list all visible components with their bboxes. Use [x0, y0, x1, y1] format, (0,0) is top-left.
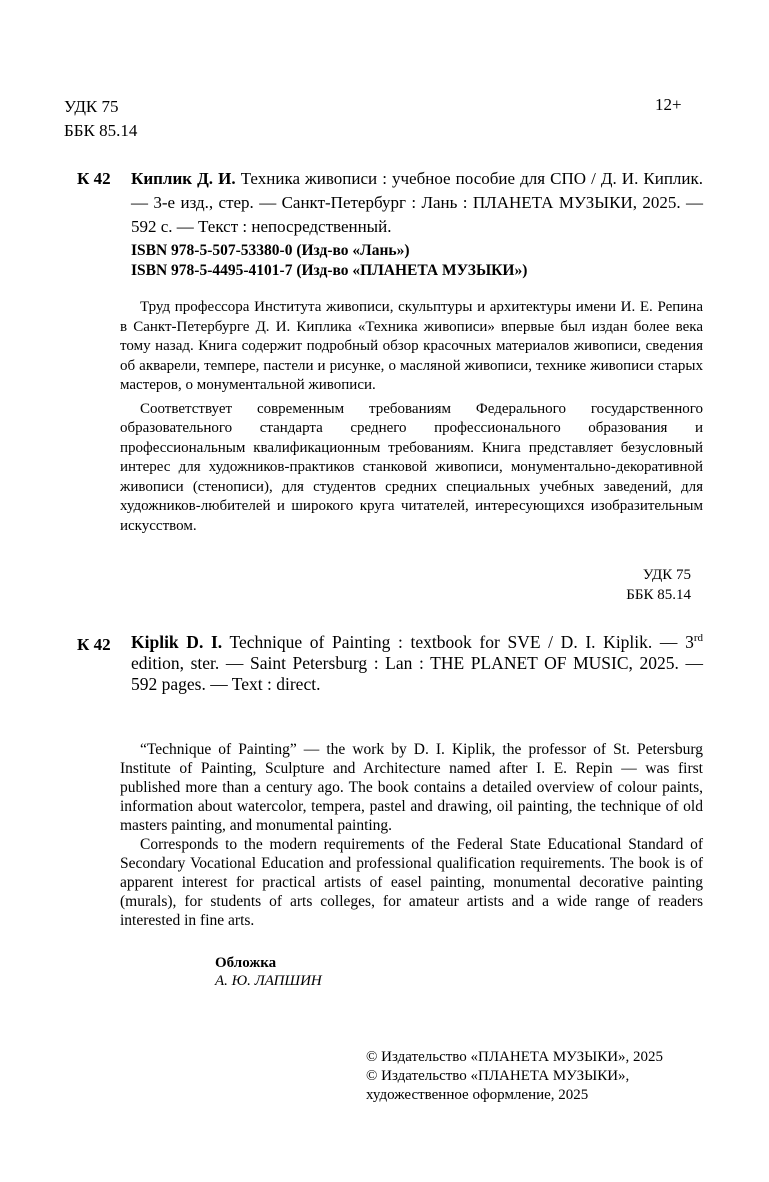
ru-abstract-paragraph-1: Труд профессора Института живописи, скульптуры и архитектуры имени И. Е. Репина в Санкт-Петербурге Д. И. Киплика «Техника живописи» впервые был издан более века тому назад. Книга содержит подробный обзор красочных материалов живописи, сведения об акварели, темпере, пастели и рисунке, о масляной живописи, технике живописи старых мастеров, о монументальной живописи. — [120, 299, 703, 393]
copyright-line-3: художественное оформление, 2025 — [366, 1087, 589, 1103]
en-entry-code: К 42 — [77, 635, 111, 654]
cover-label: Обложка — [215, 955, 277, 971]
udk-bbk-header — [64, 95, 137, 143]
isbn-lan: ISBN 978-5-507-53380-0 (Изд-во «Лань») — [131, 242, 410, 259]
udk-code: УДК 75 — [64, 97, 119, 116]
right-bbk-code: ББК 85.14 — [626, 587, 691, 603]
en-abstract-paragraph-1: “Technique of Painting” — the work by D. I. Kiplik, the professor of St. Petersburg Institute of Painting, Sculpture and Architecture named after I. E. Repin — was first published more than a century ago. The book contains a detailed overview of colour paints, information about watercolor, tempera, pastel and drawing, oil painting, the technique of old masters painting, and monumental painting. — [120, 741, 703, 834]
ru-abstract — [120, 298, 703, 536]
ru-entry-code: К 42 — [77, 169, 111, 188]
isbn-block — [131, 241, 527, 281]
ru-abstract-paragraph-2: Соответствует современным требованиям Федерального государственного образовательного стандарта среднего профессионального образования и профессиональным квалификационным требованиям. Книга представляет безусловный интерес для художников-практиков станковой живописи, монументально-декоративной живописи (стенописи), для студентов средних специальных учебных заведений, для художников-любителей и широкого круга читателей, интересующихся изобразительным искусством. — [120, 400, 703, 534]
en-entry-author: Kiplik D. I. — [131, 632, 223, 652]
ru-entry-text: Техника живописи : учебное пособие для СПО / Д. И. Киплик. — 3-е изд., стер. — Санкт-Петербург : Лань : ПЛАНЕТА МУЗЫКИ, 2025. — 592 с. — Текст : непосредственный. — [131, 169, 704, 236]
bbk-code: ББК 85.14 — [64, 121, 138, 140]
cover-artist: А. Ю. ЛАПШИН — [215, 973, 322, 989]
ru-bibliographic-entry — [131, 167, 703, 239]
copyright-line-2: © Издательство «ПЛАНЕТА МУЗЫКИ», — [366, 1068, 630, 1084]
isbn-planeta: ISBN 978-5-4495-4101-7 (Изд-во «ПЛАНЕТА МУЗЫКИ») — [131, 262, 528, 279]
ru-entry-author: Киплик Д. И. — [131, 169, 236, 188]
right-udk-code: УДК 75 — [642, 567, 691, 583]
en-abstract-paragraph-2: Corresponds to the modern requirements of the Federal State Educational Standard of Secondary Vocational Education and professional qualification requirements. The book is of apparent interest for practical artists of easel painting, monumental decorative painting (murals), for students of arts colleges, for amateur artists and a wide range of readers interested in fine arts. — [120, 836, 703, 929]
copyright-line-1: © Издательство «ПЛАНЕТА МУЗЫКИ», 2025 — [366, 1049, 664, 1065]
en-bibliographic-entry — [131, 632, 703, 695]
en-entry-text-after: edition, ster. — Saint Petersburg : Lan : THE PLANET OF MUSIC, 2025. — 592 pages. — Text : direct. — [131, 653, 703, 694]
copyright-block — [366, 1048, 663, 1105]
age-rating: 12+ — [655, 95, 682, 114]
right-index-block — [603, 565, 691, 605]
en-entry-text-before: Technique of Painting : textbook for SVE / D. I. Kiplik. — 3 — [229, 632, 694, 652]
en-entry-superscript: rd — [693, 632, 704, 645]
en-abstract — [120, 740, 703, 930]
